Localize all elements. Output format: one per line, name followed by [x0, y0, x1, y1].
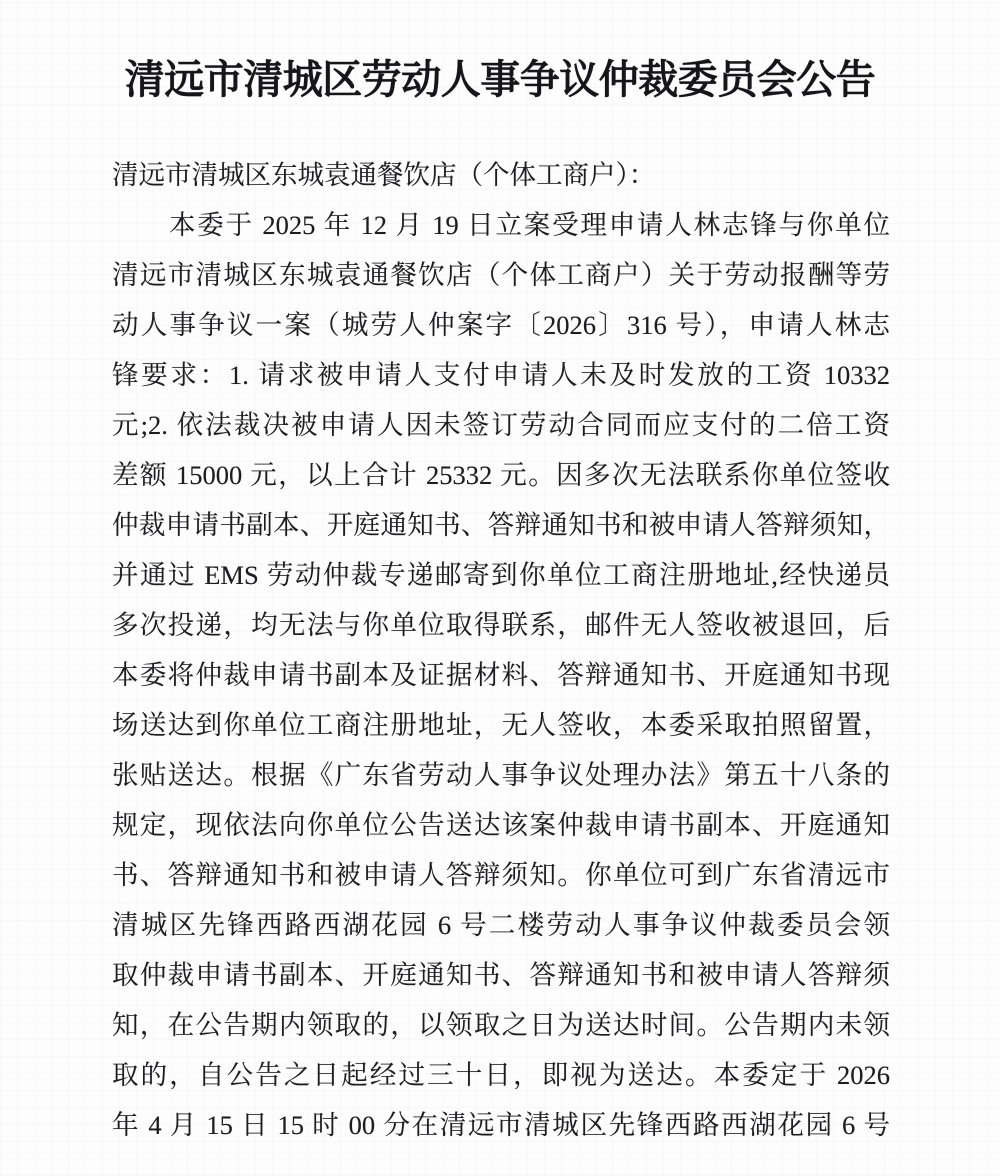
body-line: 元;2. 依法裁决被申请人因未签订劳动合同而应支付的二倍工资: [112, 410, 890, 440]
body-line: 多次投递，均无法与你单位取得联系，邮件无人签收被退回，后: [112, 610, 890, 640]
recipient-line: 清远市清城区东城袁通餐饮店（个体工商户）：: [112, 160, 656, 190]
body-line: 书、答辩通知书和被申请人答辩须知。你单位可到广东省清远市: [112, 860, 890, 890]
body-line: 规定，现依法向你单位公告送达该案仲裁申请书副本、开庭通知: [112, 810, 890, 840]
body-line: 张贴送达。根据《广东省劳动人事争议处理办法》第五十八条的: [112, 760, 890, 790]
body-line: 本委将仲裁申请书副本及证据材料、答辩通知书、开庭通知书现: [112, 660, 890, 690]
body-line: 取仲裁申请书副本、开庭通知书、答辩通知书和被申请人答辩须: [112, 960, 890, 990]
body-line: 清远市清城区东城袁通餐饮店（个体工商户）关于劳动报酬等劳: [112, 260, 890, 290]
body-line: 年 4 月 15 日 15 时 00 分在清远市清城区先锋西路西湖花园 6 号: [112, 1110, 890, 1140]
body-line: 差额 15000 元，以上合计 25332 元。因多次无法联系你单位签收: [112, 460, 890, 490]
body-line: 动人事争议一案（城劳人仲案字〔2026〕316 号），申请人林志: [112, 310, 890, 340]
body-line: 仲裁申请书副本、开庭通知书、答辩通知书和被申请人答辩须知，: [112, 510, 890, 540]
body-line: 本委于 2025 年 12 月 19 日立案受理申请人林志锋与你单位: [168, 210, 890, 240]
notice-body: [0, 106, 1000, 1150]
body-line: 锋要求：1. 请求被申请人支付申请人未及时发放的工资 10332: [112, 360, 890, 390]
body-line: 场送达到你单位工商注册地址，无人签收，本委采取拍照留置，: [112, 710, 890, 740]
notice-title: 清远市清城区劳动人事争议仲裁委员会公告: [124, 57, 876, 102]
body-line: 取的，自公告之日起经过三十日，即视为送达。本委定于 2026: [112, 1060, 890, 1090]
body-line: 并通过 EMS 劳动仲裁专递邮寄到你单位工商注册地址,经快递员: [112, 560, 890, 590]
body-line: 知，在公告期内领取的，以领取之日为送达时间。公告期内未领: [112, 1010, 890, 1040]
body-line: 清城区先锋西路西湖花园 6 号二楼劳动人事争议仲裁委员会领: [112, 910, 890, 940]
